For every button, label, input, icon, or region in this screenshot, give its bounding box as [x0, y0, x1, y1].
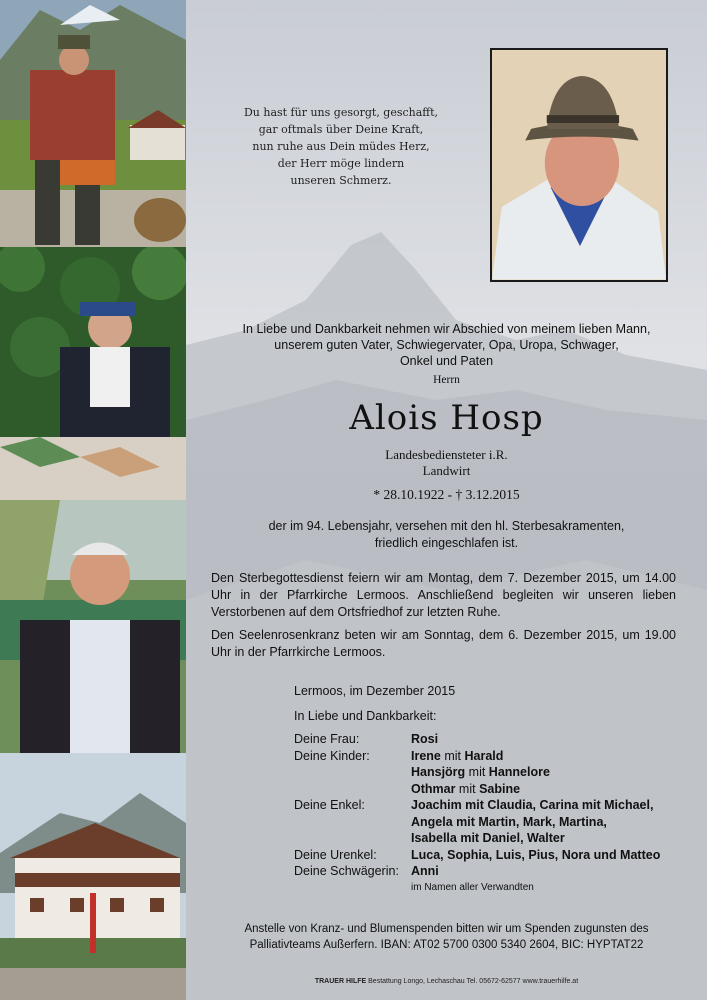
wife-name: Rosi [411, 732, 439, 746]
family-row-wife [294, 731, 694, 748]
passing-line: der im 94. Lebensjahr, versehen mit den hl. Sterbesakramenten, [268, 519, 625, 533]
connector-text: mit [465, 765, 489, 779]
deceased-name: Alois Hosp [349, 398, 544, 438]
connector-text: mit [455, 781, 480, 796]
poem-line: gar oftmals über Deine Kraft, [258, 123, 424, 136]
photo-garden [0, 500, 186, 753]
connector-text: mit [440, 748, 465, 763]
passing-line: friedlich eingeschlafen ist. [374, 536, 519, 550]
life-dates: * 28.10.1922 - † 3.12.2015 [373, 487, 520, 502]
rosary-text: Den Seelenrosenkranz beten wir am Sonntag, dem 6. Dezember 2015, um 19.00 Uhr in der Pfarrkirche Lermoos. [211, 628, 676, 659]
intro-line: In Liebe und Dankbarkeit nehmen wir Abschied von meinem lieben Mann, [242, 322, 651, 336]
thanks-line: In Liebe und Dankbarkeit: [294, 709, 437, 723]
intro-line: Onkel und Paten [399, 354, 494, 368]
spouse-name: Sabine [479, 781, 521, 796]
poem-line: Du hast für uns gesorgt, geschafft, [243, 106, 439, 119]
family-row-grandchildren [294, 797, 694, 814]
photo-chainsaw [0, 0, 186, 247]
spouse-name: Hannelore [488, 765, 550, 779]
poem-line: der Herr möge lindern [277, 157, 405, 170]
great-grandchildren-names: Luca, Sophia, Luis, Pius, Nora und Matteo [411, 847, 661, 862]
poem-line: nun ruhe aus Dein müdes Herz, [252, 140, 430, 153]
donation-line: Anstelle von Kranz- und Blumenspenden bitten wir um Spenden zugunsten des [244, 923, 649, 935]
photo-ivy-wall [0, 247, 186, 500]
funeral-home-footer [186, 978, 707, 985]
family-row-sister-in-law [294, 863, 694, 880]
place-date: Lermoos, im Dezember 2015 [294, 684, 456, 698]
footer-brand: TRAUER HILFE [314, 978, 367, 985]
child-name: Irene [411, 748, 441, 763]
poem [226, 104, 456, 189]
spouse-name: Harald [464, 748, 504, 763]
family-row-children [294, 781, 694, 798]
photo-house [0, 753, 186, 1000]
relatives-note: im Namen aller Verwandten [411, 881, 534, 893]
donation-line: Palliativteams Außerfern. IBAN: AT02 5700 0300 5340 2604, BIC: HYPTAT22 [249, 939, 644, 951]
wife-label: Deine Frau: [294, 732, 360, 746]
grandchildren-names: Joachim mit Claudia, Carina mit Michael, [411, 798, 654, 812]
family-row-grandchildren [294, 814, 694, 831]
great-grandchildren-label: Deine Urenkel: [294, 847, 377, 862]
grandchildren-label: Deine Enkel: [294, 798, 365, 812]
salutation: Herrn [433, 374, 460, 386]
role-line: Landwirt [422, 463, 471, 478]
photo-strip [0, 0, 186, 1000]
family-row-grandchildren [294, 830, 694, 847]
intro-line: unserem guten Vater, Schwiegervater, Opa, Uropa, Schwager, [274, 338, 619, 352]
donation-note [186, 921, 707, 953]
portrait-photo [490, 48, 668, 282]
family-row-great-grandchildren [294, 847, 694, 864]
poem-line: unseren Schmerz. [290, 174, 392, 187]
family-row-relatives [294, 880, 694, 897]
family-row-children [294, 748, 694, 765]
funeral-service-text: Den Sterbegottesdienst feiern wir am Montag, dem 7. Dezember 2015, um 14.00 Uhr in der Pfarrkirche Lermoos. Anschließend begleiten wir unseren lieben Verstorbenen auf dem Ortsfriedhof zur letzten Ruhe. [211, 571, 676, 619]
children-label: Deine Kinder: [294, 748, 370, 763]
roles [186, 447, 707, 479]
sister-in-law-name: Anni [411, 864, 439, 878]
grandchildren-names: Isabella mit Daniel, Walter [411, 831, 565, 845]
footer-text: Bestattung Longo, Lechaschau Tel. 05672-62577 www.trauerhilfe.at [366, 978, 579, 985]
child-name: Othmar [411, 781, 456, 796]
family-list [294, 731, 694, 896]
child-name: Hansjörg [411, 765, 466, 779]
grandchildren-names: Angela mit Martin, Mark, Martina, [411, 814, 607, 829]
intro-text [186, 321, 707, 369]
sister-in-law-label: Deine Schwägerin: [294, 864, 399, 878]
role-line: Landesbediensteter i.R. [385, 447, 508, 462]
passing-text [186, 518, 707, 552]
family-row-children [294, 764, 694, 781]
